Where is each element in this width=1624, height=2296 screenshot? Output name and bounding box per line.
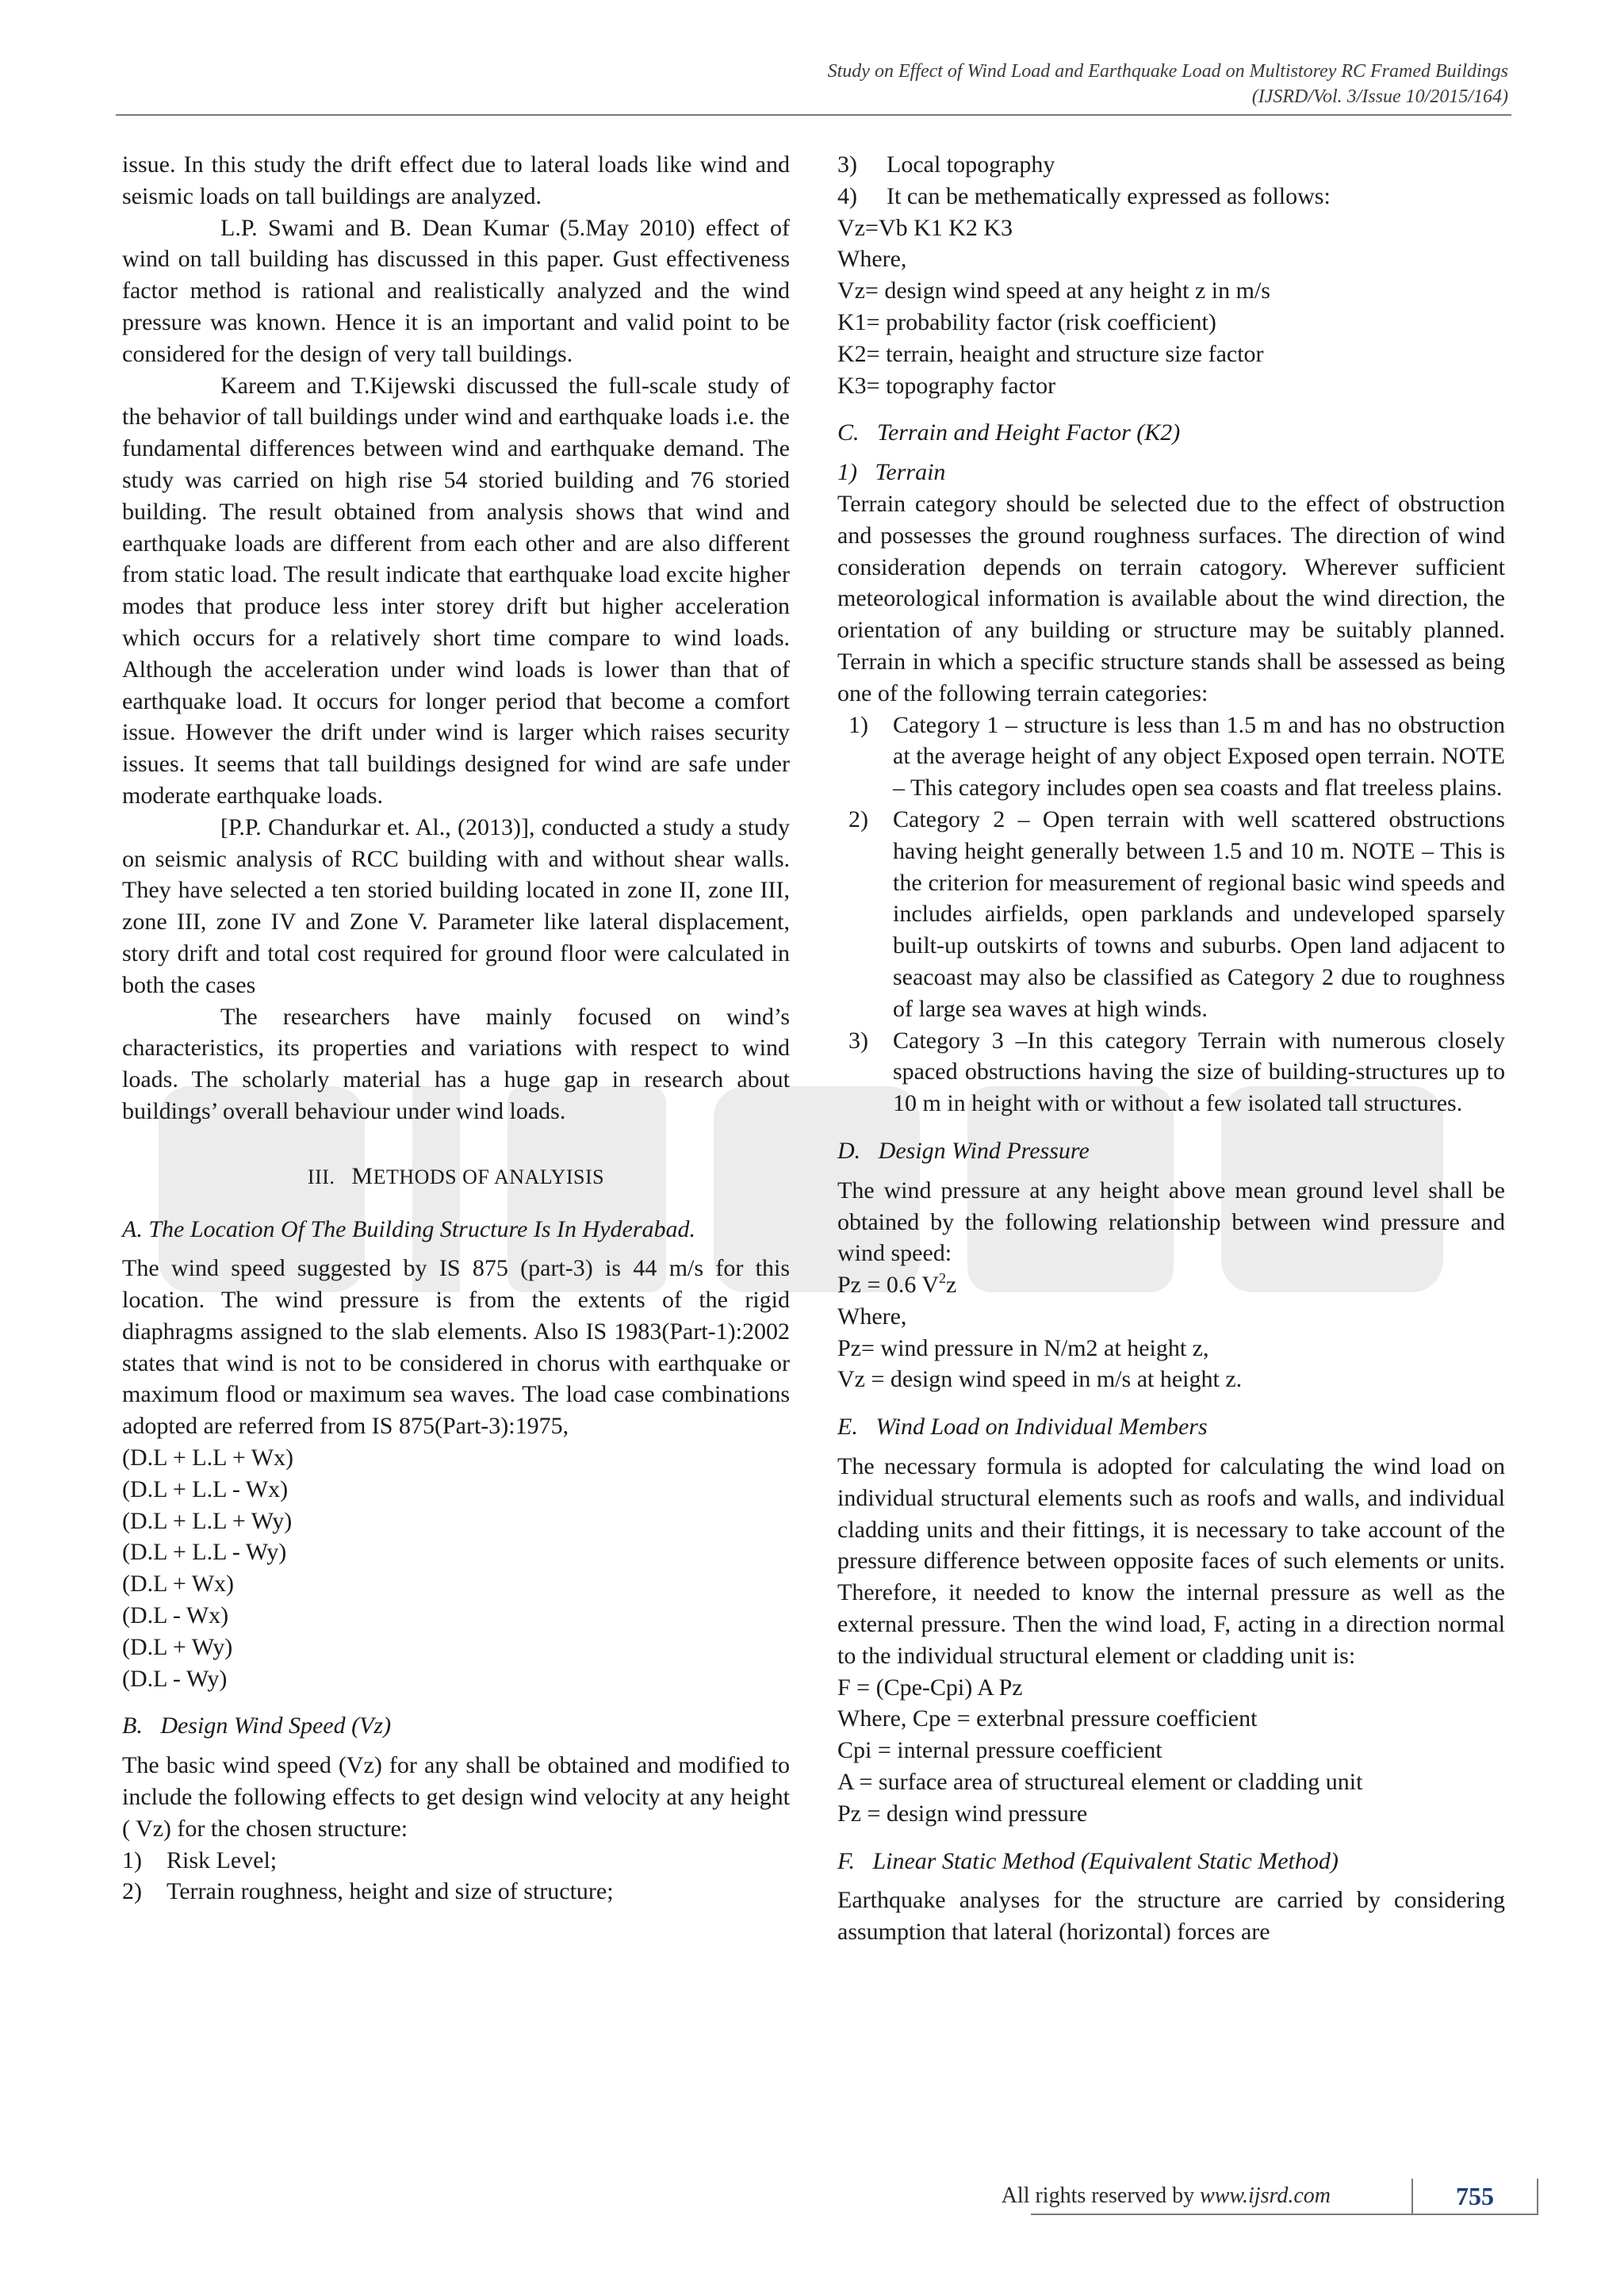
paragraph: The wind pressure at any height above mean ground level shall be obtained by the following relationship between wind pressure and wind speed:	[837, 1177, 1505, 1267]
list-item: 4) It can be methematically expressed as follows:	[837, 182, 1331, 209]
definition: K3= topography factor	[837, 372, 1056, 399]
list-item: 3) Local topography	[837, 151, 1055, 178]
page-number: 755	[1456, 2182, 1494, 2210]
definition: Pz= wind pressure in N/m2 at height z,	[837, 1334, 1209, 1361]
definition: Vz = design wind speed in m/s at height z.	[837, 1366, 1243, 1393]
left-column	[122, 149, 790, 1908]
paragraph: Kareem and T.Kijewski discussed the full-scale study of the behavior of tall buildings under wind and earthquake loads i.e. the fundamental differences between wind and earthquake demand. The study was carried on high rise 54 storied building and 76 storied building. The result obtained from analysis shows that wind and earthquake loads are different from each other and are also different from static load. The result indicate that earthquake load excite higher modes that produce less inter storey drift but higher acceleration which occurs for a relatively short time compare to wind loads. Although the acceleration under wind loads is lower than that of earthquake load. It occurs for longer period that become a comfort issue. However the drift under wind is larger which raises security issues. It seems that tall buildings designed for wind are safe under moderate earthquake loads.	[122, 372, 790, 809]
list-item: 2) Terrain roughness, height and size of structure;	[122, 1878, 614, 1905]
load-combo: (D.L + L.L - Wy)	[122, 1539, 287, 1566]
formula: F = (Cpe-Cpi) A Pz	[837, 1674, 1023, 1701]
paragraph: The researchers have mainly focused on wind’s characteristics, its properties and variations with respect to wind loads. The scholarly material has a huge gap in research about buildings’ overall behaviour under wind loads.	[122, 1003, 790, 1124]
definition: K2= terrain, heaight and structure size factor	[837, 340, 1264, 367]
running-header	[828, 59, 1508, 109]
header-citation: (IJSRD/Vol. 3/Issue 10/2015/164)	[1251, 86, 1508, 107]
copyright-text: All rights reserved by www.ijsrd.com	[1001, 2183, 1331, 2208]
load-combo: (D.L + Wx)	[122, 1571, 235, 1598]
paragraph: The basic wind speed (Vz) for any shall be obtained and modified to include the following effects to get design wind velocity at any height ( Vz) for the chosen structure:	[122, 1752, 790, 1842]
header-rule	[116, 114, 1511, 116]
paragraph: The wind speed suggested by IS 875 (part-3) is 44 m/s for this location. The wind pressure is from the extents of the rigid diaphragms assigned to the slab elements. Also IS 1983(Part-1):2002 states that wind is not to be considered in chorus with earthquake or maximum flood or maximum sea waves. The load case combinations adopted are referred from IS 875(Part-3):1975,	[122, 1255, 790, 1440]
where-label: Where,	[837, 246, 907, 273]
definition: A = surface area of structureal element or cladding unit	[837, 1769, 1363, 1796]
list-item: 1) Risk Level;	[122, 1846, 278, 1873]
formula: Vz=Vb K1 K2 K3	[837, 214, 1013, 241]
list-item: 3) Category 3 –In this category Terrain with numerous closely spaced obstructions having the size of building-structures up to 10 m in height with or without a few isolated tall structures.	[848, 1027, 1505, 1117]
load-combo: (D.L + L.L - Wx)	[122, 1475, 289, 1502]
load-combo: (D.L + L.L + Wy)	[122, 1507, 293, 1534]
where-label: Where,	[837, 1303, 907, 1330]
subsection-heading: D. Design Wind Pressure	[837, 1137, 1090, 1164]
definition: Where, Cpe = exterbnal pressure coefficient	[837, 1705, 1258, 1732]
site-link[interactable]: www.ijsrd.com	[1200, 2183, 1331, 2208]
paragraph: The necessary formula is adopted for calculating the wind load on individual structural elements such as roofs and walls, and individual cladding units and their fittings, it is necessary to take account of the pressure difference between opposite faces of such elements or units. Therefore, it needed to know the internal pressure as well as the external pressure. Then the wind load, F, acting in a direction normal to the individual structural element or cladding unit is:	[837, 1453, 1505, 1669]
subsection-heading: F. Linear Static Method (Equivalent Static Method)	[837, 1847, 1339, 1874]
subsection-heading: C. Terrain and Height Factor (K2)	[837, 419, 1181, 446]
definition: K1= probability factor (risk coefficient)	[837, 308, 1216, 335]
load-combo: (D.L - Wx)	[122, 1602, 229, 1629]
paragraph: L.P. Swami and B. Dean Kumar (5.May 2010) effect of wind on tall building has discussed in this paper. Gust effectiveness factor method is rational and realistically analyzed and the wind pressure was known. Hence it is an important and valid point to be considered for the design of very tall buildings.	[122, 214, 790, 367]
paragraph: Terrain category should be selected due to the effect of obstruction and possesses the ground roughness surfaces. The direction of wind consideration depends on terrain catogory. Wherever sufficient meteorological information is available about the wind direction, the orientation of any building or structure may be suitably planned. Terrain in which a specific structure stands shall be assessed as being one of the following terrain categories:	[837, 490, 1505, 706]
header-title: Study on Effect of Wind Load and Earthquake Load on Multistorey RC Framed Buildings	[827, 61, 1508, 82]
list-item: 1) Category 1 – structure is less than 1.5 m and has no obstruction at the average height of any object Exposed open terrain. NOTE – This category includes open sea coasts and flat treeless plains.	[848, 711, 1505, 802]
paragraph: [P.P. Chandurkar et. Al., (2013)], conducted a study a study on seismic analysis of RCC building with and without shear walls. They have selected a ten storied building located in zone II, zone III, zone III, zone IV and Zone V. Parameter like lateral displacement, story drift and total cost required for ground floor were calculated in both the cases	[122, 813, 790, 998]
load-combo: (D.L + L.L + Wx)	[122, 1445, 294, 1471]
paragraph: issue. In this study the drift effect due to lateral loads like wind and seismic loads on tall buildings are analyzed.	[122, 151, 790, 209]
right-column	[837, 149, 1505, 1948]
page-footer	[1001, 2179, 1538, 2215]
paragraph: Earthquake analyses for the structure are carried by considering assumption that lateral (horizontal) forces are	[837, 1887, 1505, 1946]
definition: Vz= design wind speed at any height z in m/s	[837, 277, 1270, 304]
pressure-formula: Pz = 0.6 $V^2z$	[837, 1270, 957, 1299]
subsection-heading: E. Wind Load on Individual Members	[837, 1414, 1208, 1441]
list-item: 2) Category 2 – Open terrain with well scattered obstructions having height generally between 1.5 and 10 m. NOTE – This is the criterion for measurement of regional basic wind speeds and includes airfields, open parklands and undeveloped sparsely built-up outskirts of towns and suburbs. Open land adjacent to seacoast may also be classified as Category 2 due to roughness of large sea waves at high winds.	[848, 806, 1505, 1022]
load-combo: (D.L + Wy)	[122, 1633, 233, 1660]
definition: Cpi = internal pressure coefficient	[837, 1737, 1162, 1764]
section-heading: III. METHODS OF ANALYISIS	[307, 1162, 605, 1189]
definition: Pz = design wind pressure	[837, 1800, 1088, 1827]
subsection-heading: B. Design Wind Speed (Vz)	[122, 1712, 392, 1739]
subsubsection-heading: 1) Terrain	[837, 459, 946, 486]
subsection-heading: A. The Location Of The Building Structure Is In Hyderabad.	[122, 1215, 695, 1242]
load-combo: (D.L - Wy)	[122, 1665, 228, 1692]
